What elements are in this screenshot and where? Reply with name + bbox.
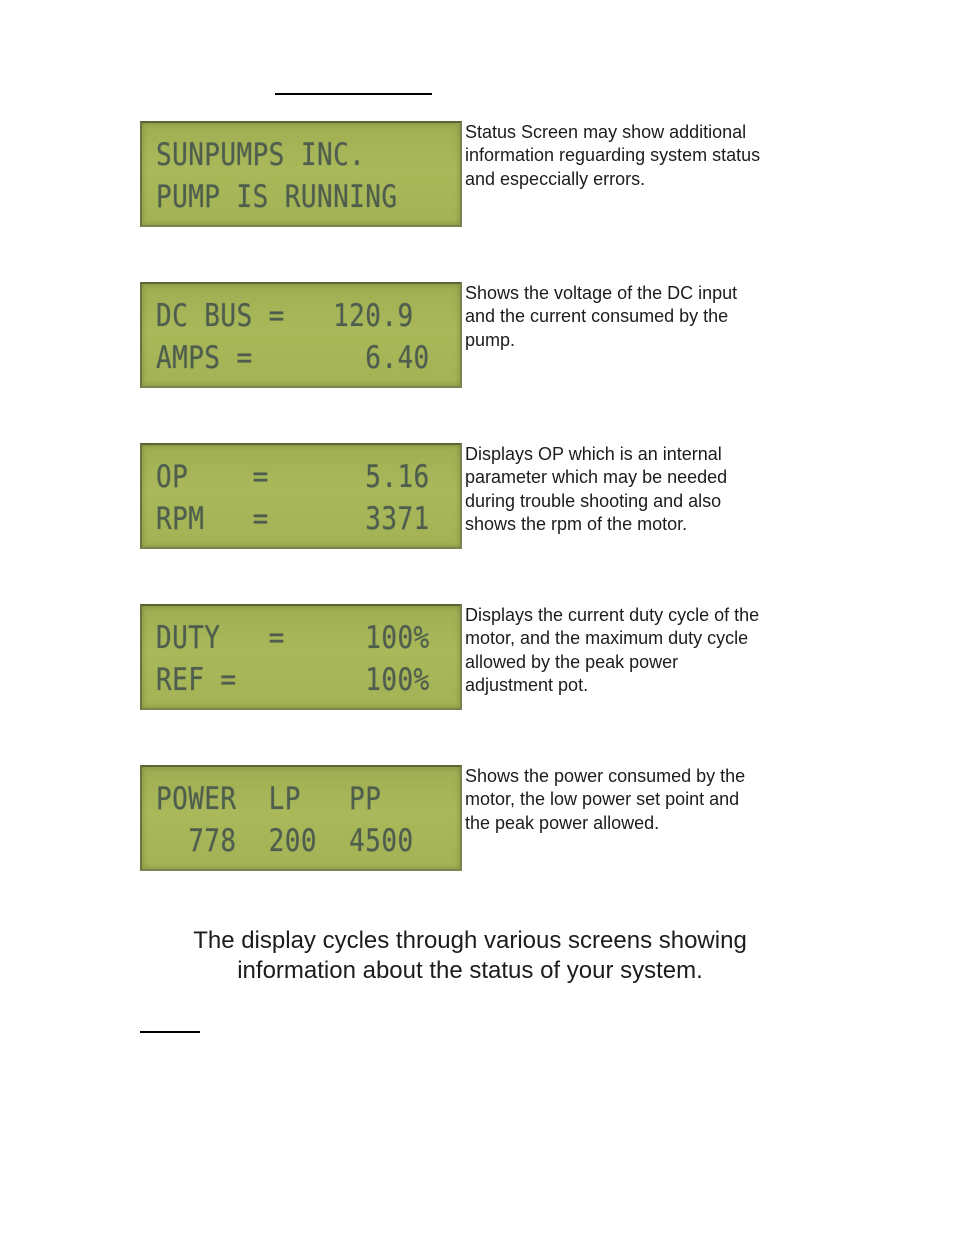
lcd-line-1: DUTY = 100%: [156, 620, 430, 656]
heading-underline: [275, 93, 432, 95]
lcd-line-1: OP = 5.16: [156, 459, 430, 495]
lcd-display-status: [140, 121, 462, 227]
duty-screen-row: [140, 604, 820, 714]
lcd-line-1: DC BUS = 120.9: [156, 298, 414, 334]
dc-bus-screen-row: [140, 282, 820, 392]
lcd-line-1: SUNPUMPS INC.: [156, 137, 366, 173]
lcd-line-2: AMPS = 6.40: [156, 340, 430, 376]
op-rpm-screen-description: Displays OP which is an internal parameter which may be needed during trouble shooting and also shows the rpm of the motor.: [465, 444, 728, 534]
display-cycle-caption: The display cycles through various screens showing information about the status of your system.: [193, 927, 747, 984]
op-rpm-screen-row: [140, 443, 820, 553]
lcd-display-duty: [140, 604, 462, 710]
lcd-display-dc-bus: [140, 282, 462, 388]
status-screen-description: Status Screen may show additional information reguarding system status and especcially errors.: [465, 122, 761, 189]
lcd-line-2: PUMP IS RUNNING: [156, 179, 398, 215]
duty-screen-description: Displays the current duty cycle of the motor, and the maximum duty cycle allowed by the peak power adjustment pot.: [465, 605, 760, 695]
lcd-display-power: [140, 765, 462, 871]
status-screen-row: [140, 121, 820, 231]
power-screen-description: Shows the power consumed by the motor, the low power set point and the peak power allowed.: [465, 766, 746, 833]
lcd-display-op-rpm: [140, 443, 462, 549]
lcd-line-2: 778 200 4500: [156, 823, 414, 859]
section-underline: [140, 1031, 200, 1033]
lcd-line-2: REF = 100%: [156, 662, 430, 698]
lcd-line-2: RPM = 3371: [156, 501, 430, 537]
power-screen-row: [140, 765, 820, 875]
dc-bus-screen-description: Shows the voltage of the DC input and the current consumed by the pump.: [465, 283, 738, 350]
lcd-line-1: POWER LP PP: [156, 781, 382, 817]
